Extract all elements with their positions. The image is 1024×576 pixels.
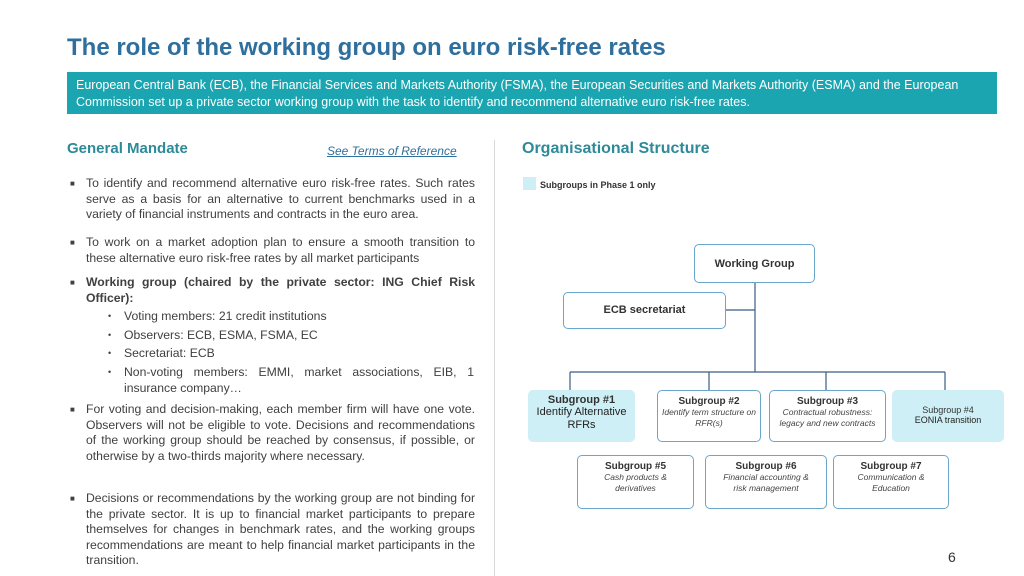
page-number: 6	[948, 549, 956, 565]
bullet-text: Decisions or recommendations by the working group are not binding for the private sector. It is up to financial market participants to prepare themselves for changes in benchmark rates, and the working groups recommendations are meant to help financial market participants in the transition.	[86, 491, 475, 567]
node-description: Financial accounting & risk management	[723, 472, 809, 493]
node-title: Subgroup #7	[860, 461, 922, 472]
sub-bullet-text: Observers: ECB, ESMA, FSMA, EC	[124, 328, 318, 342]
bullet-text: To work on a market adoption plan to ensure a smooth transition to these alternative euro risk-free rates by all market participants	[86, 235, 475, 265]
page-title: The role of the working group on euro risk-free rates	[67, 34, 666, 61]
working-group-box	[694, 244, 815, 283]
node-description: Cash products & derivatives	[604, 472, 667, 493]
node-title: Subgroup #1	[547, 394, 616, 406]
subgroup-4-box	[892, 390, 1004, 442]
subgroup-6-box	[705, 455, 827, 509]
terms-of-reference-link[interactable]: See Terms of Reference	[327, 144, 457, 158]
bullet-square-icon: ■	[70, 494, 75, 503]
node-title: Working Group	[714, 258, 795, 270]
org-structure-heading: Organisational Structure	[522, 140, 710, 157]
node-description: Identify Alternative RFRs	[536, 406, 627, 431]
bullet-dot-icon: •	[108, 348, 112, 358]
node-title: Subgroup #4	[922, 405, 974, 415]
subgroup-1-box	[528, 390, 635, 442]
bullet-square-icon: ■	[70, 278, 75, 287]
node-description: Identify term structure on RFR(s)	[661, 407, 756, 428]
intro-banner: European Central Bank (ECB), the Financial Services and Markets Authority (FSMA), the European Securities and Markets Authority (ESMA) and the European Commission set up a private sector working group with the task to identify and recommend alternative euro risk-free rates.	[67, 72, 997, 114]
ecb-secretariat-box	[563, 292, 726, 329]
bullet-square-icon: ■	[70, 405, 75, 414]
bullet-square-icon: ■	[70, 179, 75, 188]
subgroup-5-box	[577, 455, 694, 509]
bullet-text: Working group (chaired by the private sector: ING Chief Risk Officer):	[86, 275, 475, 305]
subgroup-3-box	[769, 390, 886, 442]
bullet-text: For voting and decision-making, each member firm will have one vote. Observers will not be eligible to vote. Decisions and recommendations of the working group should be reached by consensus, if possible, or otherwise by a two-thirds majority where necessary.	[86, 402, 475, 463]
node-title: Subgroup #2	[678, 396, 740, 407]
sub-bullet-text: Secretariat: ECB	[124, 346, 215, 360]
node-description: Contractual robustness: legacy and new contracts	[779, 407, 876, 428]
subgroup-2-box	[657, 390, 761, 442]
bullet-dot-icon: •	[108, 330, 112, 340]
node-title: Subgroup #5	[604, 461, 667, 472]
bullet-dot-icon: •	[108, 311, 112, 321]
bullet-square-icon: ■	[70, 238, 75, 247]
general-mandate-heading: General Mandate	[67, 140, 188, 157]
bullet-dot-icon: •	[108, 367, 112, 377]
sub-bullet-text: Non-voting members: EMMI, market associations, EIB, 1 insurance company…	[124, 365, 474, 395]
sub-bullet-text: Voting members: 21 credit institutions	[124, 309, 327, 323]
node-description: EONIA transition	[914, 415, 982, 425]
node-description: Communication & Education	[857, 472, 925, 493]
subgroup-7-box	[833, 455, 949, 509]
node-title: Subgroup #3	[796, 396, 859, 407]
legend-label: Subgroups in Phase 1 only	[540, 180, 656, 190]
node-title: Subgroup #6	[735, 461, 797, 472]
bullet-text: To identify and recommend alternative euro risk-free rates. Such rates serve as a basis for an alternative to current benchmarks used in a variety of financial instruments and contracts in the euro area.	[86, 176, 475, 221]
node-title: ECB secretariat	[603, 304, 686, 316]
